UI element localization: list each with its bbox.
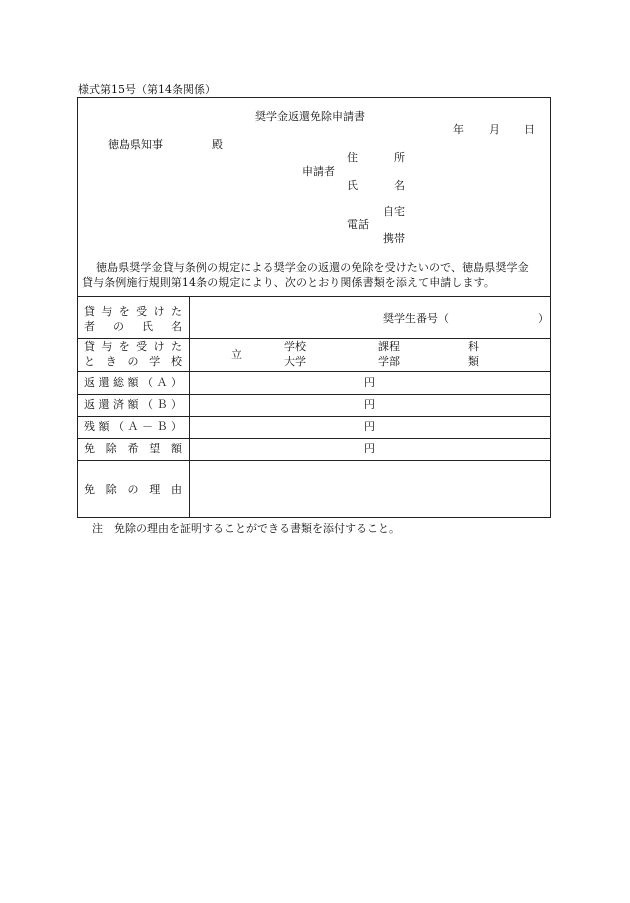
faculty-label: 学部 — [378, 355, 400, 368]
category-label: 類 — [468, 355, 479, 368]
table-rule — [77, 460, 551, 461]
table-rule — [77, 394, 551, 395]
footnote: 注 免除の理由を証明することができる書類を添付すること。 — [92, 522, 400, 535]
exemption-reason-field[interactable] — [192, 463, 548, 515]
course-label: 課程 — [378, 340, 400, 353]
table-rule — [77, 438, 551, 439]
total-repayment-label: 返 還 総 額 （ Ａ ） — [84, 376, 182, 389]
table-column-rule — [189, 296, 190, 518]
applicant-label: 申請者 — [302, 165, 335, 178]
university-type-label: 大学 — [284, 355, 306, 368]
school-label-line2: と き の 学 校 — [84, 355, 182, 368]
form-code: 様式第15号（第14条関係） — [78, 83, 216, 96]
requested-exemption-unit: 円 — [364, 442, 375, 455]
balance-label: 残 額 （ Ａ － Ｂ ） — [84, 420, 182, 433]
phone-label: 電話 — [347, 218, 369, 231]
student-number-label: 奨学生番号（ — [383, 312, 449, 325]
ritsu-label: 立 — [231, 348, 242, 361]
addressee-honorific: 殿 — [212, 138, 223, 151]
address-label-2: 所 — [394, 151, 405, 164]
name-label-1: 氏 — [347, 179, 358, 192]
student-number-close: ） — [538, 312, 549, 325]
table-rule — [77, 338, 551, 339]
exemption-reason-label: 免 除 の 理 由 — [84, 483, 182, 496]
date-day-label: 日 — [524, 123, 535, 136]
date-year-label: 年 — [453, 123, 464, 136]
repaid-amount-label: 返 還 済 額 （ Ｂ ） — [84, 398, 182, 411]
date-month-label: 月 — [489, 123, 500, 136]
mobile-phone-label: 携帯 — [383, 232, 405, 245]
form-title: 奨学金返還免除申請書 — [255, 110, 365, 123]
address-label-1: 住 — [347, 151, 358, 164]
name-label-2: 名 — [394, 179, 405, 192]
body-text-line-1: 徳島県奨学金貸与条例の規定による奨学金の返還の免除を受けたいので、徳島県奨学金 — [96, 261, 529, 274]
repaid-amount-unit: 円 — [364, 398, 375, 411]
body-text-line-2: 貸与条例施行規則第14条の規定により、次のとおり関係書類を添えて申請します。 — [82, 276, 495, 289]
table-top-rule — [77, 296, 551, 297]
balance-unit: 円 — [364, 420, 375, 433]
table-rule — [77, 371, 551, 372]
addressee-name: 徳島県知事 — [108, 138, 163, 151]
borrower-label-line1: 貸 与 を 受 け た — [84, 305, 182, 318]
table-rule — [77, 416, 551, 417]
department-label: 科 — [468, 340, 479, 353]
school-label-line1: 貸 与 を 受 け た — [84, 340, 182, 353]
student-number-field[interactable] — [450, 313, 530, 325]
total-repayment-unit: 円 — [364, 376, 375, 389]
home-phone-label: 自宅 — [383, 205, 405, 218]
requested-exemption-label: 免 除 希 望 額 — [84, 442, 182, 455]
school-type-label: 学校 — [284, 340, 306, 353]
borrower-label-line2: 者 の 氏 名 — [84, 320, 182, 333]
